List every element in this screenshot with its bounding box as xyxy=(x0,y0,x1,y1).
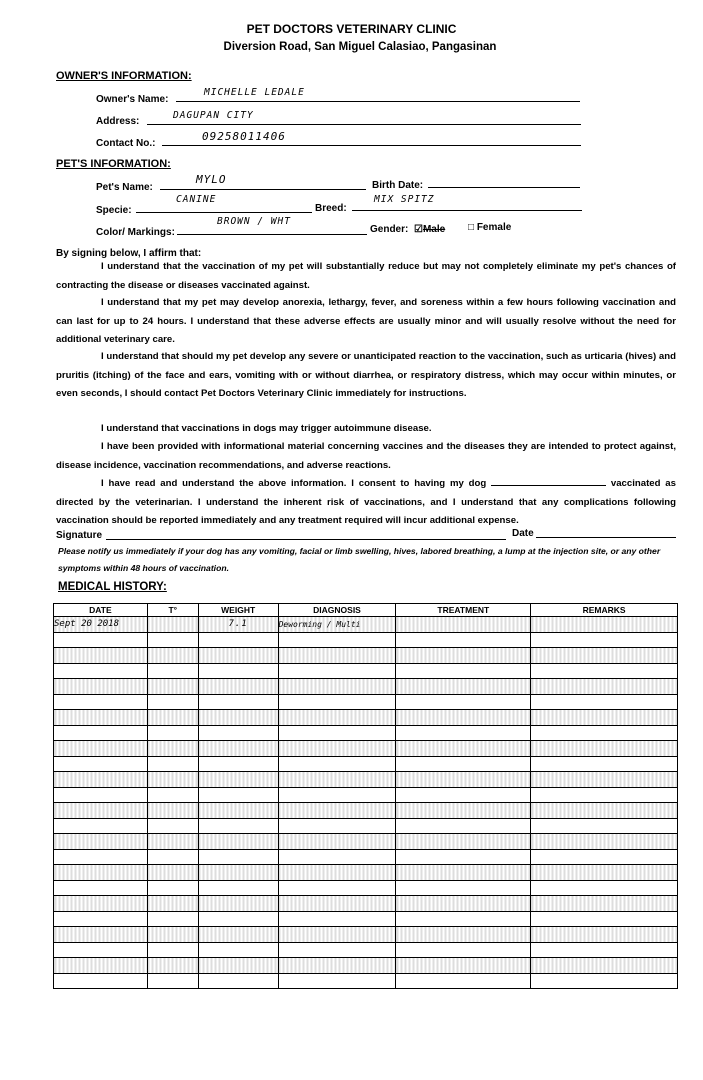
table-row[interactable] xyxy=(54,849,678,865)
female-checkbox-icon: □ xyxy=(468,222,475,233)
column-header-temp: T° xyxy=(147,604,198,617)
gender-female-option[interactable] xyxy=(468,222,511,233)
table-row[interactable] xyxy=(54,880,678,896)
pet-name-value: MYLO xyxy=(196,173,227,186)
table-row[interactable] xyxy=(54,896,678,912)
pet-name-line[interactable] xyxy=(160,173,366,190)
table-row[interactable] xyxy=(54,663,678,679)
table-row[interactable] xyxy=(54,834,678,850)
birth-date-label: Birth Date: xyxy=(372,180,424,191)
table-row[interactable] xyxy=(54,725,678,741)
gender-label: Gender: xyxy=(370,224,409,235)
specie-label: Specie: xyxy=(96,205,132,216)
table-row[interactable] xyxy=(54,911,678,927)
table-row[interactable] xyxy=(54,942,678,958)
specie-line[interactable] xyxy=(136,194,312,213)
consent-paragraph-3: I understand that should my pet develop any severe or unanticipated reaction to the vaccination, such as urticaria (hives) and pruritis (itching) of the face and ears, vomiting with or without diarrhea, or respiratory distress, which may occur within minutes, or even seconds, I should contact Pet Doctors Veterinary Clinic immediately for instructions. xyxy=(56,351,676,399)
table-row[interactable] xyxy=(54,710,678,726)
row-diagnosis-cell[interactable]: Deworming / Multi xyxy=(278,617,396,633)
table-row[interactable] xyxy=(54,741,678,757)
pet-section-title: PET'S INFORMATION: xyxy=(56,158,171,170)
consent-paragraph-5: I have been provided with informational material concerning vaccines and the diseases they are intended to protect against, disease incidence, vaccination recommendations, and adverse reactions. xyxy=(56,441,676,471)
contact-line[interactable] xyxy=(162,130,581,146)
consent-p6-start: I have read and understand the above information. I consent to having my dog xyxy=(101,478,487,489)
column-header-weight: WEIGHT xyxy=(198,604,278,617)
consent-intro: By signing below, I affirm that: xyxy=(56,248,202,259)
breed-value: MIX SPITZ xyxy=(374,194,435,205)
contact-label: Contact No.: xyxy=(96,138,156,149)
table-row[interactable] xyxy=(54,679,678,695)
birth-date-line[interactable] xyxy=(428,175,580,188)
table-row[interactable] xyxy=(54,787,678,803)
medical-section-title: MEDICAL HISTORY: xyxy=(58,581,167,593)
color-line[interactable] xyxy=(177,216,367,235)
owner-name-label: Owner's Name: xyxy=(96,94,169,105)
signature-label: Signature xyxy=(56,530,103,541)
consent-p6-end: vaccinated as directed by the veterinarian. I understand the inherent risk of vaccinations, and I understand that any complications following vaccination should be reported immediately and any treatment required will incur additional expense. xyxy=(56,478,676,526)
address-label: Address: xyxy=(96,116,140,127)
column-header-diagnosis: DIAGNOSIS xyxy=(278,604,396,617)
consent-paragraph-6 xyxy=(56,475,676,531)
contact-value: 09258011406 xyxy=(202,130,286,143)
table-row[interactable] xyxy=(54,958,678,974)
table-row[interactable] xyxy=(54,772,678,788)
male-label: Male xyxy=(422,224,446,235)
color-label: Color/ Markings: xyxy=(96,227,175,238)
table-row[interactable] xyxy=(54,865,678,881)
address-value: DAGUPAN CITY xyxy=(173,110,254,121)
row-weight-cell[interactable]: 7.1 xyxy=(198,617,278,633)
row-date-cell[interactable]: Sept 20 2018 xyxy=(54,617,148,633)
table-row[interactable] xyxy=(54,756,678,772)
clinic-name: PET DOCTORS VETERINARY CLINIC xyxy=(246,22,457,36)
specie-value: CANINE xyxy=(176,194,217,205)
color-value: BROWN / WHT xyxy=(217,216,291,227)
owner-name-value: MICHELLE LEDALE xyxy=(204,87,305,98)
dog-name-blank[interactable] xyxy=(491,475,606,486)
medical-history-table xyxy=(53,603,678,989)
date-line[interactable] xyxy=(536,525,676,538)
pet-name-label: Pet's Name: xyxy=(96,182,153,193)
table-row[interactable] xyxy=(54,617,678,633)
column-header-remarks: REMARKS xyxy=(531,604,678,617)
table-row[interactable] xyxy=(54,973,678,989)
notify-note: Please notify us immediately if your dog has any vomiting, facial or limb swelling, hives, labored breathing, a lump at the injection site, or any other symptoms within 48 hours of vaccination. xyxy=(58,546,661,573)
table-row[interactable] xyxy=(54,927,678,943)
owner-section-title: OWNER'S INFORMATION: xyxy=(56,70,192,82)
row-treatment-cell[interactable] xyxy=(396,617,531,633)
owner-name-line[interactable] xyxy=(176,89,580,102)
row-remarks-cell[interactable] xyxy=(531,617,678,633)
table-row[interactable] xyxy=(54,818,678,834)
consent-paragraph-4: I understand that vaccinations in dogs may trigger autoimmune disease. xyxy=(101,423,432,434)
table-row[interactable] xyxy=(54,648,678,664)
clinic-address: Diversion Road, San Miguel Calasiao, Pangasinan xyxy=(223,41,497,53)
address-line[interactable] xyxy=(147,112,581,125)
breed-line[interactable] xyxy=(352,194,582,211)
date-label: Date xyxy=(512,528,534,539)
consent-paragraph-1: I understand that the vaccination of my pet will substantially reduce but may not completely eliminate my pet's chances of contracting the disease or diseases vaccinated against. xyxy=(56,261,676,291)
column-header-date: DATE xyxy=(54,604,148,617)
breed-label: Breed: xyxy=(315,203,347,214)
table-row[interactable] xyxy=(54,632,678,648)
column-header-treatment: TREATMENT xyxy=(396,604,531,617)
table-row[interactable] xyxy=(54,803,678,819)
table-row[interactable] xyxy=(54,694,678,710)
female-label: Female xyxy=(476,222,512,233)
gender-male-option[interactable] xyxy=(414,224,445,235)
row-temp-cell[interactable] xyxy=(147,617,198,633)
male-checkbox-icon: ☑ xyxy=(414,224,423,235)
signature-line[interactable] xyxy=(106,527,506,540)
consent-paragraph-2: I understand that my pet may develop anorexia, lethargy, fever, and soreness within a few hours following vaccination and can last for up to 24 hours. I understand that these adverse effects are usually minor and will usually resolve without the need for additional veterinary care. xyxy=(56,297,676,345)
table-header-row xyxy=(54,604,678,617)
